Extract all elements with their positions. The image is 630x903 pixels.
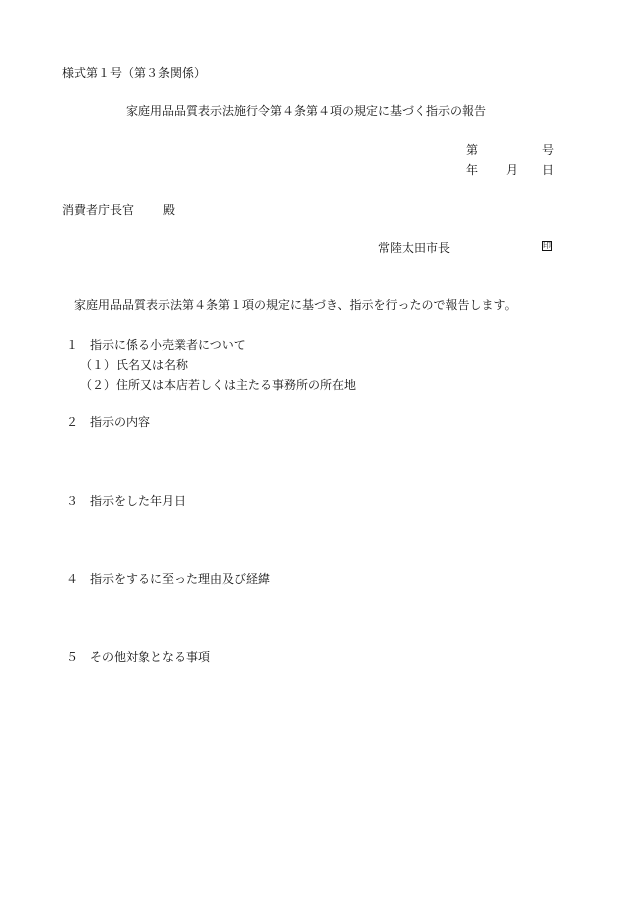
section-5-label: ５ その他対象となる事項: [66, 650, 211, 664]
date-month: 月: [506, 163, 519, 177]
section-3-label: ３ 指示をした年月日: [66, 494, 187, 508]
section-1-label: １ 指示に係る小売業者について: [66, 338, 246, 352]
body-text: 家庭用品品質表示法第４条第１項の規定に基づき、指示を行ったので報告します。: [74, 298, 517, 312]
addressee-name: 消費者庁長官: [62, 203, 135, 217]
date-day: 日: [542, 163, 555, 177]
date-year: 年: [466, 163, 479, 177]
seal-icon: 印: [543, 241, 551, 250]
form-label: 様式第１号（第３条関係）: [62, 66, 207, 80]
number-prefix: 第: [466, 143, 479, 157]
section-1-subitem-1: （１）氏名又は名称: [80, 358, 189, 372]
number-suffix: 号: [542, 143, 555, 157]
section-1-subitem-2: （２）住所又は本店若しくは主たる事務所の所在地: [80, 378, 357, 392]
document-title: 家庭用品品質表示法施行令第４条第４項の規定に基づく指示の報告: [126, 104, 487, 118]
sender-name: 常陸太田市長: [378, 241, 451, 255]
addressee-honorific: 殿: [163, 203, 176, 217]
section-2-label: ２ 指示の内容: [66, 415, 151, 429]
section-4-label: ４ 指示をするに至った理由及び経緯: [66, 572, 271, 586]
